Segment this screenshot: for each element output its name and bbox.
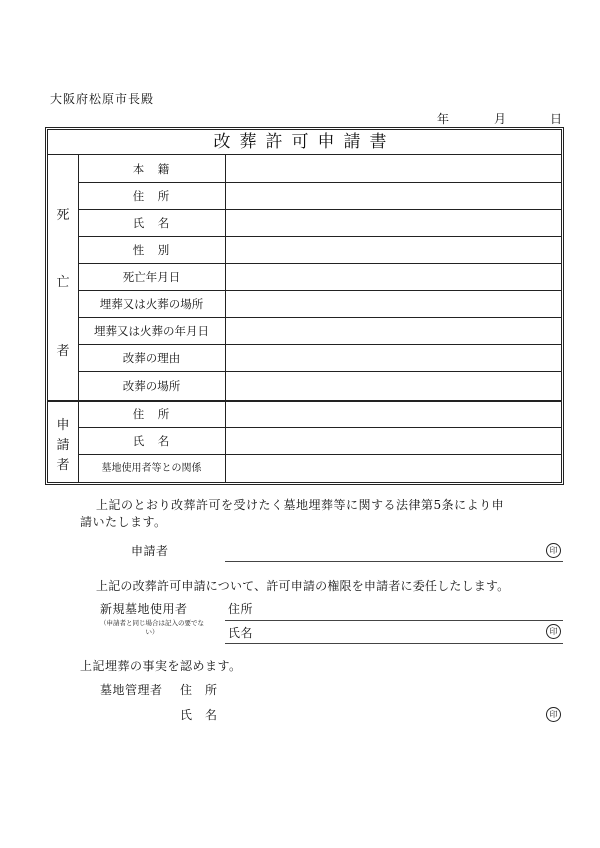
form-title: 改葬許可申請書: [48, 130, 561, 155]
new-user-address-label: 住所: [228, 602, 254, 616]
applicant-heading-char: 申: [56, 418, 70, 433]
deceased-row-label: 埋葬又は火葬の年月日: [94, 324, 209, 338]
new-user-label: 新規墓地使用者: [100, 602, 188, 616]
applicant-row-label: 住 所: [132, 407, 171, 421]
applicant-signature-label: 申請者: [131, 544, 169, 558]
applicant-heading-char: 者: [56, 458, 70, 473]
manager-address-label: 住 所: [180, 683, 218, 697]
deceased-row-label: 本 籍: [132, 162, 171, 176]
manager-label: 墓地管理者: [100, 683, 163, 697]
addressee: 大阪府松原市長殿: [50, 92, 155, 106]
seal-mark: 印: [546, 707, 561, 722]
statement-request-line1: 上記のとおり改葬許可を受けたく墓地埋葬等に関する法律第5条により申: [96, 498, 505, 512]
new-user-address-line[interactable]: [225, 620, 563, 621]
date-day-label: 日: [550, 112, 563, 126]
deceased-heading-char: 者: [56, 344, 70, 359]
statement-delegation: 上記の改葬許可申請について、許可申請の権限を申請者に委任したします。: [96, 579, 510, 593]
deceased-row-label: 死亡年月日: [122, 270, 181, 284]
seal-mark: 印: [546, 624, 561, 639]
statement-burial-confirmation: 上記埋葬の事実を認めます。: [80, 659, 242, 673]
new-user-name-label: 氏名: [228, 626, 254, 640]
new-user-note-line1: （申請者と同じ場合は記入の要でな: [100, 619, 204, 627]
deceased-row-label: 性 別: [132, 243, 171, 257]
applicant-signature-line[interactable]: [225, 561, 563, 562]
new-user-note-line2: い）: [145, 628, 159, 636]
applicant-heading-char: 請: [56, 438, 70, 453]
deceased-row-label: 埋葬又は火葬の場所: [99, 297, 204, 311]
date-year-label: 年: [437, 112, 450, 126]
date-month-label: 月: [494, 112, 507, 126]
new-user-note: [82, 619, 222, 637]
applicant-row-label: 氏 名: [132, 434, 171, 448]
deceased-heading-char: 亡: [56, 275, 70, 290]
table-divider-value: [225, 155, 226, 482]
new-user-name-line[interactable]: [225, 643, 563, 644]
deceased-row-label: 住 所: [132, 189, 171, 203]
deceased-row-label: 改葬の場所: [122, 379, 181, 393]
applicant-row-label: 墓地使用者等との関係: [101, 463, 202, 474]
statement-request-line2: 請いたします。: [80, 515, 167, 529]
seal-mark: 印: [546, 543, 561, 558]
deceased-row-label: 改葬の理由: [122, 351, 181, 365]
deceased-heading-char: 死: [56, 208, 70, 223]
deceased-row-label: 氏 名: [132, 216, 171, 230]
manager-name-label: 氏 名: [180, 708, 218, 722]
